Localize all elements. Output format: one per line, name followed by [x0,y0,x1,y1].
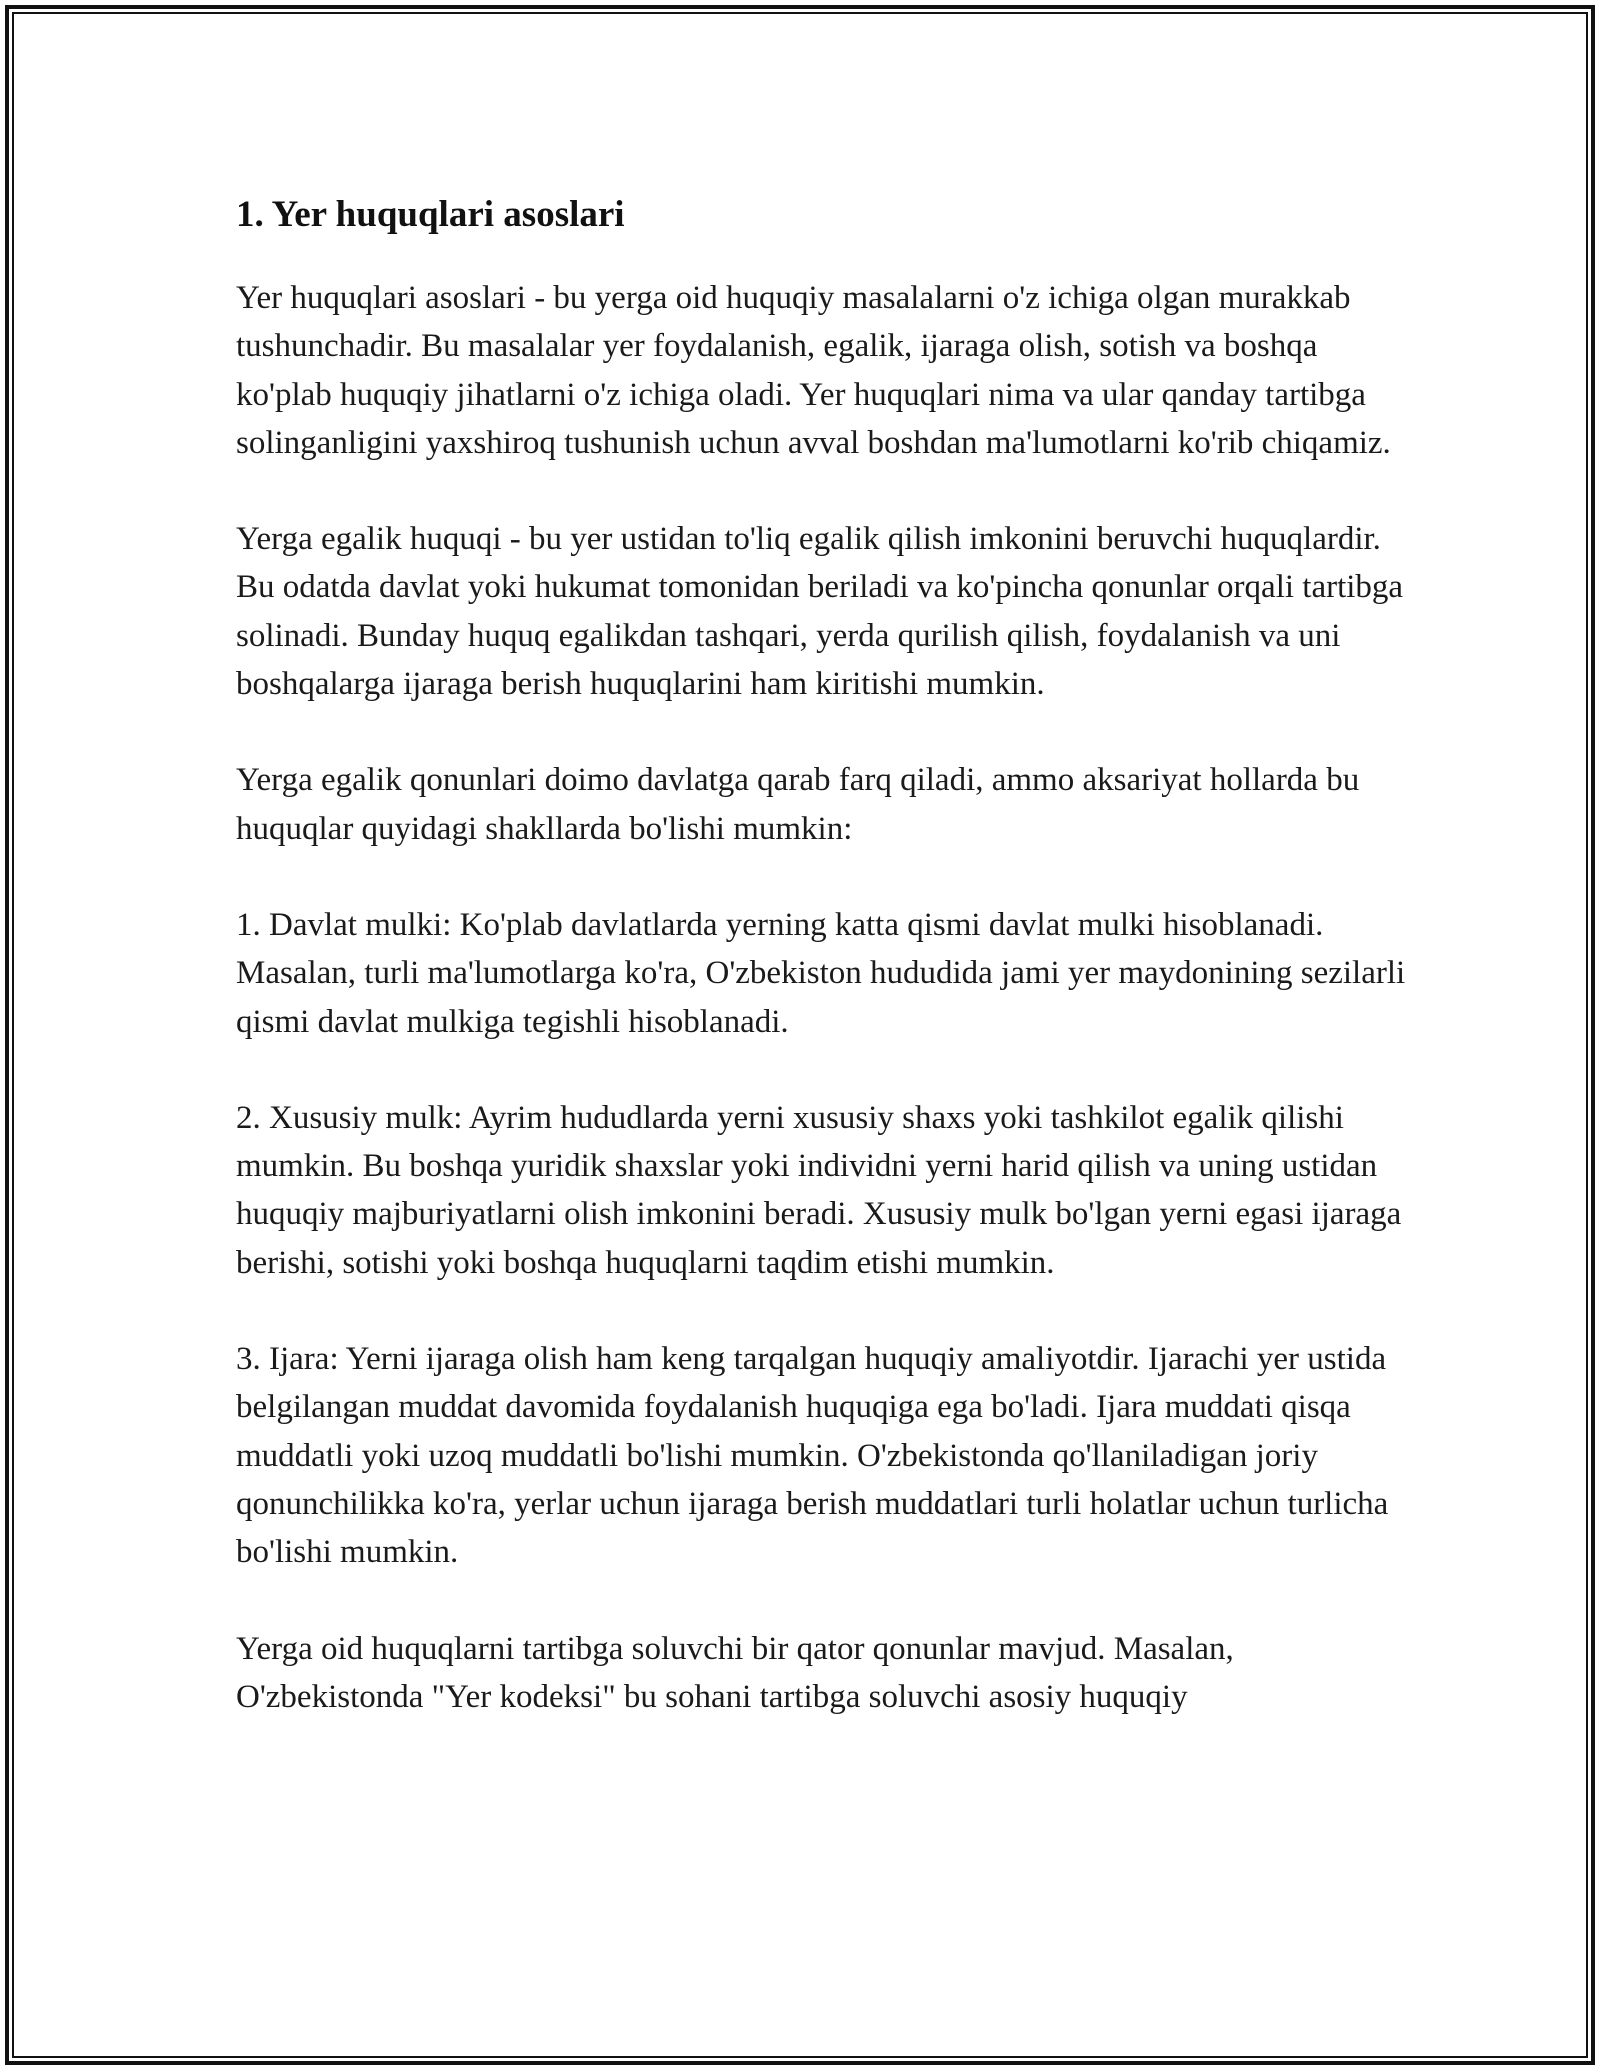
paragraph-ownership-forms: Yerga egalik qonunlari doimo davlatga qarab farq qiladi, ammo aksariyat hollarda bu huquqlar quyidagi shakllarda bo'lishi mumkin: [236,762,1360,847]
list-item-private-property: 2. Xususiy mulk: Ayrim hududlarda yerni xususiy shaxs yoki tashkilot egalik qilishi mumkin. Bu boshqa yuridik shaxslar yoki individni yerni harid qilish va uning ustidan huquqiy majburiyatlarni olish imkonini beradi. Xususiy mulk bo'lgan yerni egasi ijaraga berishi, sotishi yoki boshqa huquqlarni taqdim etishi mumkin. [236,1099,1402,1281]
paragraph-intro: Yer huquqlari asoslari - bu yerga oid huquqiy masalalarni o'z ichiga olgan murakkab tushunchadir. Bu masalalar yer foydalanish, egalik, ijaraga olish, sotish va boshqa ko'plab huquqiy jihatlarni o'z ichiga oladi. Yer huquqlari nima va ular qanday tartibga solinganligini yaxshiroq tushunish uchun avval boshdan ma'lumotlarni ko'rib chiqamiz. [236,280,1391,461]
list-item-state-property: 1. Davlat mulki: Ko'plab davlatlarda yerning katta qismi davlat mulki hisoblanadi. Masalan, turli ma'lumotlarga ko'ra, O'zbekiston hududida jami yer maydonining sezilarli qismi davlat mulkiga tegishli hisoblanadi. [236,906,1406,1040]
section-heading: 1. Yer huquqlari asoslari [236,194,625,235]
list-item-lease: 3. Ijara: Yerni ijaraga olish ham keng tarqalgan huquqiy amaliyotdir. Ijarachi yer ustida belgilangan muddat davomida foydalanish huquqiga ega bo'ladi. Ijara muddati qisqa muddatli yoki uzoq muddatli bo'lishi mumkin. O'zbekistonda qo'llaniladigan joriy qonunchilikka ko'ra, yerlar uchun ijaraga berish muddatlari turli holatlar uchun turlicha bo'lishi mumkin. [236,1341,1389,1571]
paragraph-ownership-right: Yerga egalik huquqi - bu yer ustidan to'liq egalik qilish imkonini beruvchi huquqlardir. Bu odatda davlat yoki hukumat tomonidan beriladi va ko'pincha qonunlar orqali tartibga solinadi. Bunday huquq egalikdan tashqari, yerda qurilish qilish, foydalanish va uni boshqalarga ijaraga berish huquqlarini ham kiritishi mumkin. [236,521,1404,703]
paragraph-laws: Yerga oid huquqlarni tartibga soluvchi bir qator qonunlar mavjud. Masalan, O'zbekistonda "Yer kodeksi" bu sohani tartibga soluvchi asosiy huquqiy [236,1630,1234,1715]
document-body [236,190,1406,1721]
